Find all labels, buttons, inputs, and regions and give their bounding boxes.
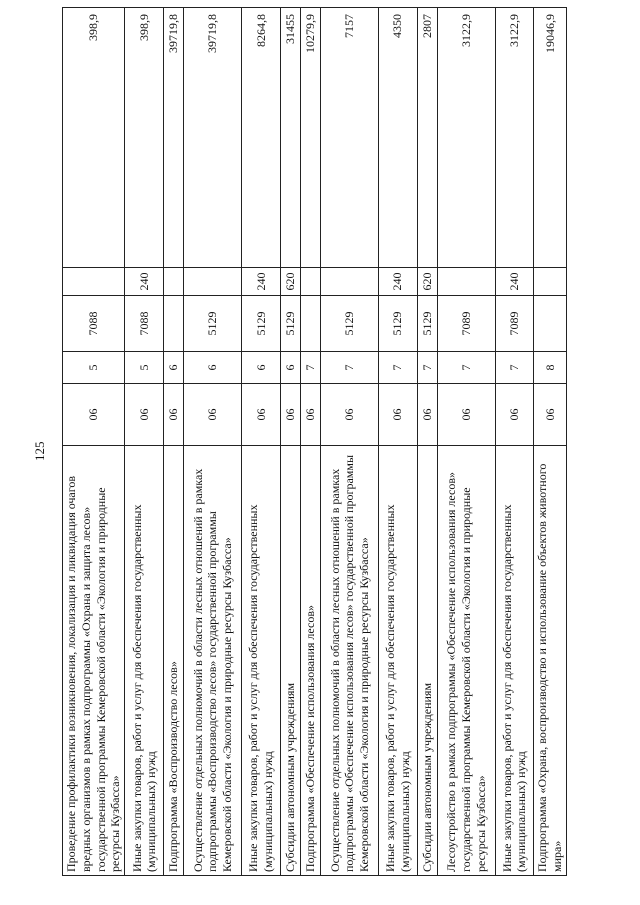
- target-article-cell: 7088: [125, 296, 164, 352]
- rotated-table-container: [62, 8, 567, 876]
- expense-type-cell: [321, 268, 379, 296]
- row-name-cell: Подпрограмма «Обеспечение использования лесов»: [300, 446, 320, 876]
- target-article-cell: 5129: [280, 296, 300, 352]
- section-code-cell: 06: [495, 384, 534, 446]
- expense-type-cell: [300, 268, 320, 296]
- row-name-cell: Осуществление отдельных полномочий в области лесных отношений в рамках подпрограммы «Обеспечение использования лесов» государственной программы Кемеровской области «Экология и природные ресурсы Кузбасса»: [321, 446, 379, 876]
- target-article-cell: [300, 296, 320, 352]
- row-name-cell: Осуществление отдельных полномочий в области лесных отношений в рамках подпрограммы «Воспроизводство лесов» государственной программы Кемеровской области «Экология и природные ресурсы Кузбасса»: [184, 446, 242, 876]
- target-article-cell: [534, 296, 567, 352]
- table-row: [280, 8, 300, 876]
- amount-cell: 19046,9: [534, 8, 567, 268]
- table-row: [300, 8, 320, 876]
- amount-cell: 4350: [378, 8, 417, 268]
- expense-type-cell: [163, 268, 183, 296]
- amount-cell: 2807: [417, 8, 437, 268]
- section-code-cell: 06: [242, 384, 281, 446]
- amount-cell: 398,9: [125, 8, 164, 268]
- subsection-code-cell: 5: [125, 352, 164, 384]
- row-name-cell: Субсидии автономным учреждениям: [417, 446, 437, 876]
- expense-type-cell: [184, 268, 242, 296]
- subsection-code-cell: 7: [417, 352, 437, 384]
- row-name-cell: Иные закупки товаров, работ и услуг для обеспечения государственных (муниципальных) нужд: [495, 446, 534, 876]
- table-row: [125, 8, 164, 876]
- target-article-cell: 5129: [184, 296, 242, 352]
- target-article-cell: 5129: [378, 296, 417, 352]
- budget-table-body: [63, 8, 567, 876]
- section-code-cell: 06: [378, 384, 417, 446]
- table-row: [321, 8, 379, 876]
- subsection-code-cell: 6: [242, 352, 281, 384]
- target-article-cell: 7089: [495, 296, 534, 352]
- table-row: [534, 8, 567, 876]
- table-row: [184, 8, 242, 876]
- row-name-cell: Иные закупки товаров, работ и услуг для обеспечения государственных (муниципальных) нужд: [125, 446, 164, 876]
- expense-type-cell: 620: [417, 268, 437, 296]
- expense-type-cell: 240: [125, 268, 164, 296]
- row-name-cell: Иные закупки товаров, работ и услуг для обеспечения государственных (муниципальных) нужд: [242, 446, 281, 876]
- table-row: [495, 8, 534, 876]
- table-row: [242, 8, 281, 876]
- subsection-code-cell: 8: [534, 352, 567, 384]
- row-name-cell: Подпрограмма «Охрана, воспроизводство и использование объектов животного мира»: [534, 446, 567, 876]
- section-code-cell: 06: [437, 384, 495, 446]
- subsection-code-cell: 6: [280, 352, 300, 384]
- row-name-cell: Лесоустройство в рамках подпрограммы «Обеспечение использования лесов» государственной программы Кемеровской области «Экология и природные ресурсы Кузбасса»: [437, 446, 495, 876]
- amount-cell: 31455: [280, 8, 300, 268]
- amount-cell: 8264,8: [242, 8, 281, 268]
- table-row: [378, 8, 417, 876]
- section-code-cell: 06: [125, 384, 164, 446]
- page-number: 125: [32, 441, 47, 461]
- target-article-cell: 5129: [417, 296, 437, 352]
- subsection-code-cell: 6: [184, 352, 242, 384]
- subsection-code-cell: 7: [378, 352, 417, 384]
- section-code-cell: 06: [63, 384, 125, 446]
- amount-cell: 3122,9: [437, 8, 495, 268]
- amount-cell: 10279,9: [300, 8, 320, 268]
- subsection-code-cell: 7: [495, 352, 534, 384]
- target-article-cell: 7088: [63, 296, 125, 352]
- section-code-cell: 06: [280, 384, 300, 446]
- expense-type-cell: 620: [280, 268, 300, 296]
- section-code-cell: 06: [534, 384, 567, 446]
- section-code-cell: 06: [417, 384, 437, 446]
- amount-cell: 7157: [321, 8, 379, 268]
- amount-cell: 39719,8: [184, 8, 242, 268]
- section-code-cell: 06: [300, 384, 320, 446]
- table-row: [437, 8, 495, 876]
- subsection-code-cell: 6: [163, 352, 183, 384]
- expense-type-cell: [534, 268, 567, 296]
- amount-cell: 398,9: [63, 8, 125, 268]
- subsection-code-cell: 7: [300, 352, 320, 384]
- amount-cell: 39719,8: [163, 8, 183, 268]
- target-article-cell: 7089: [437, 296, 495, 352]
- expense-type-cell: [437, 268, 495, 296]
- table-row: [63, 8, 125, 876]
- subsection-code-cell: 5: [63, 352, 125, 384]
- row-name-cell: Иные закупки товаров, работ и услуг для обеспечения государственных (муниципальных) нужд: [378, 446, 417, 876]
- section-code-cell: 06: [321, 384, 379, 446]
- row-name-cell: Субсидии автономным учреждениям: [280, 446, 300, 876]
- section-code-cell: 06: [163, 384, 183, 446]
- expense-type-cell: 240: [378, 268, 417, 296]
- amount-cell: 3122,9: [495, 8, 534, 268]
- target-article-cell: [163, 296, 183, 352]
- target-article-cell: 5129: [242, 296, 281, 352]
- expense-type-cell: 240: [242, 268, 281, 296]
- expense-type-cell: 240: [495, 268, 534, 296]
- target-article-cell: 5129: [321, 296, 379, 352]
- table-row: [417, 8, 437, 876]
- row-name-cell: Подпрограмма «Воспроизводство лесов»: [163, 446, 183, 876]
- subsection-code-cell: 7: [321, 352, 379, 384]
- budget-table: [62, 7, 567, 876]
- expense-type-cell: [63, 268, 125, 296]
- section-code-cell: 06: [184, 384, 242, 446]
- subsection-code-cell: 7: [437, 352, 495, 384]
- row-name-cell: Проведение профилактики возникновения, локализация и ликвидация очагов вредных организмов в рамках подпрограммы «Охрана и защита лесов» государственной программы Кемеровской области «Экология и природные ресурсы Кузбасса»: [63, 446, 125, 876]
- table-row: [163, 8, 183, 876]
